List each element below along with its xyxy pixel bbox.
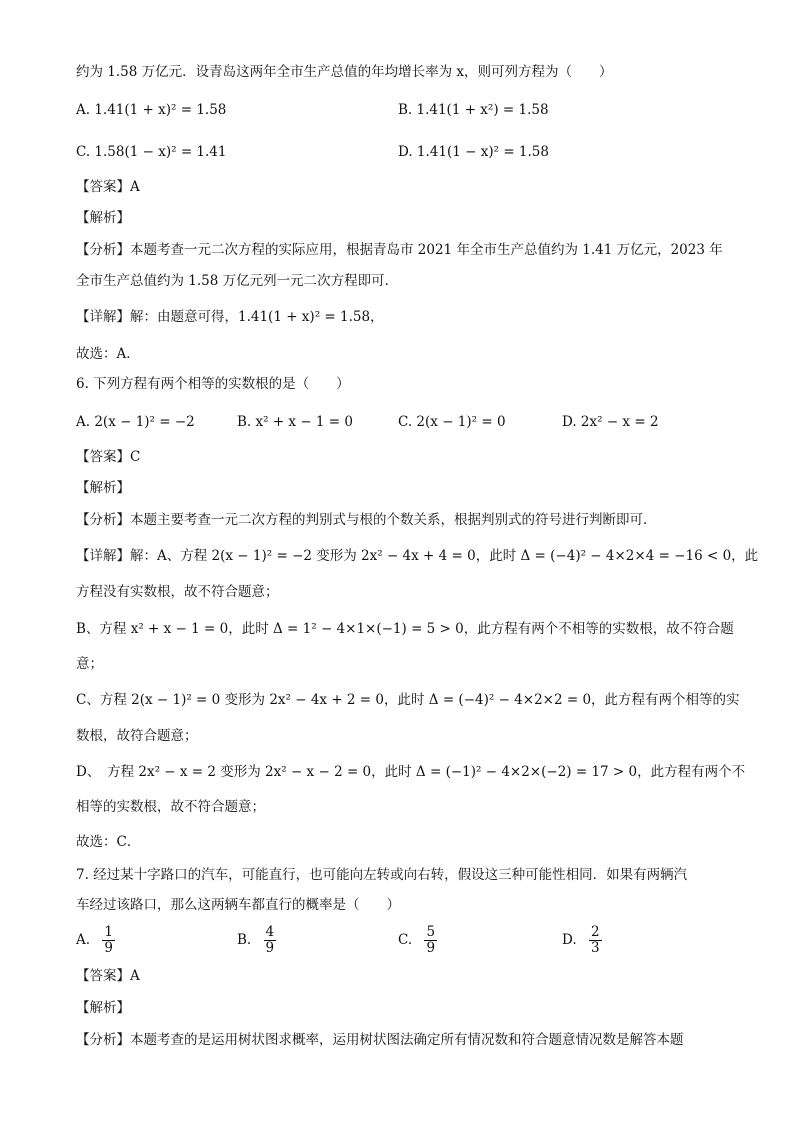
q7-stem-line1: 7. 经过某十字路口的汽车，可能直行，也可能向左转或向右转，假设这三种可能性相同．如果有两辆汽 (76, 867, 688, 883)
q6-detail-a2: 方程没有实数根，故不符合题意； (76, 584, 279, 600)
q6-answer: 【答案】C (76, 449, 141, 465)
q7-option-d-fraction (589, 925, 602, 956)
q6-detail-b1: B、方程 x² + x − 1 = 0，此时 Δ = 1² − 4×1×(−1) = 5 > 0，此方程有两个不相等的实数根，故不符合题 (76, 621, 734, 637)
q7-option-b-denominator: 9 (265, 940, 275, 956)
q7-option-d-numerator: 2 (590, 924, 600, 940)
q6-option-d: D. 2x² − x = 2 (562, 414, 659, 430)
q7-option-b-numerator: 4 (265, 924, 275, 940)
q7-option-b-fraction (264, 925, 277, 956)
q7-option-c-numerator: 5 (426, 924, 436, 940)
q6-detail-d1: D、 方程 2x² − x = 2 变形为 2x² − x − 2 = 0，此时 Δ = (−1)² − 4×2×(−2) = 17 > 0，此方程有两个不 (76, 764, 746, 780)
q5-option-d: D. 1.41(1 − x)² = 1.58 (398, 144, 549, 160)
q7-option-b (237, 925, 276, 956)
q6-detail-b2: 意； (76, 656, 103, 672)
q7-option-c-label: C. (398, 932, 413, 948)
q7-option-a-numerator: 1 (104, 924, 113, 940)
q6-detail-a1: 【详解】解：A、方程 2(x − 1)² = −2 变形为 2x² − 4x + 4 = 0，此时 Δ = (−4)² − 4×2×4 = −16 < 0，此 (76, 548, 759, 564)
q7-answer: 【答案】A (76, 968, 140, 984)
q7-jiexi: 【解析】 (76, 1000, 130, 1016)
q6-option-b: B. x² + x − 1 = 0 (237, 414, 354, 430)
q5-jiexi: 【解析】 (76, 210, 130, 226)
q5-option-a: A. 1.41(1 + x)² = 1.58 (76, 102, 227, 118)
q5-answer: 【答案】A (76, 179, 140, 195)
q6-choose: 故选：C． (76, 834, 141, 850)
q6-detail-c1: C、方程 2(x − 1)² = 0 变形为 2x² − 4x + 2 = 0，此时 Δ = (−4)² − 4×2×2 = 0，此方程有两个相等的实 (76, 692, 740, 708)
q6-jiexi: 【解析】 (76, 480, 130, 496)
q5-choose: 故选：A． (76, 346, 140, 362)
q5-analysis-line2: 全市生产总值约为 1.58 万亿元列一元二次方程即可． (76, 273, 399, 289)
q7-option-c (398, 925, 437, 956)
q6-option-a: A. 2(x − 1)² = −2 (76, 414, 195, 430)
q6-detail-d2: 相等的实数根，故不符合题意； (76, 799, 265, 815)
q7-option-b-label: B. (237, 932, 252, 948)
q7-option-c-fraction (424, 925, 437, 956)
q7-option-a-denominator: 9 (104, 940, 113, 956)
q7-option-a-fraction (102, 925, 115, 956)
q5-option-b: B. 1.41(1 + x²) = 1.58 (398, 102, 549, 118)
q7-option-d-label: D. (562, 932, 577, 948)
q5-option-c: C. 1.58(1 − x)² = 1.41 (76, 144, 227, 160)
intro-line: 约为 1.58 万亿元．设青岛这两年全市生产总值的年均增长率为 x，则可列方程为（ ） (76, 64, 613, 80)
q6-analysis: 【分析】本题主要考查一元二次方程的判别式与根的个数关系，根据判别式的符号进行判断即可． (76, 512, 657, 528)
q7-stem-line2: 车经过该路口，那么这两辆车都直行的概率是（ ） (76, 897, 400, 913)
q7-option-a-label: A. (76, 932, 91, 948)
q6-option-c: C. 2(x − 1)² = 0 (398, 414, 506, 430)
q7-option-d-denominator: 3 (590, 940, 600, 956)
q7-analysis: 【分析】本题考查的是运用树状图求概率，运用树状图法确定所有情况数和符合题意情况数是解答本题 (76, 1032, 684, 1048)
q7-option-d (562, 925, 602, 956)
q5-analysis-line1: 【分析】本题考查一元二次方程的实际应用，根据青岛市 2021 年全市生产总值约为 1.41 万亿元，2023 年 (76, 242, 723, 258)
q7-option-c-denominator: 9 (426, 940, 436, 956)
q6-stem: 6. 下列方程有两个相等的实数根的是（ ） (76, 376, 350, 392)
q6-detail-c2: 数根，故符合题意； (76, 728, 198, 744)
q7-option-a (76, 925, 115, 956)
q5-detail: 【详解】解：由题意可得，1.41(1 + x)² = 1.58， (76, 309, 384, 325)
